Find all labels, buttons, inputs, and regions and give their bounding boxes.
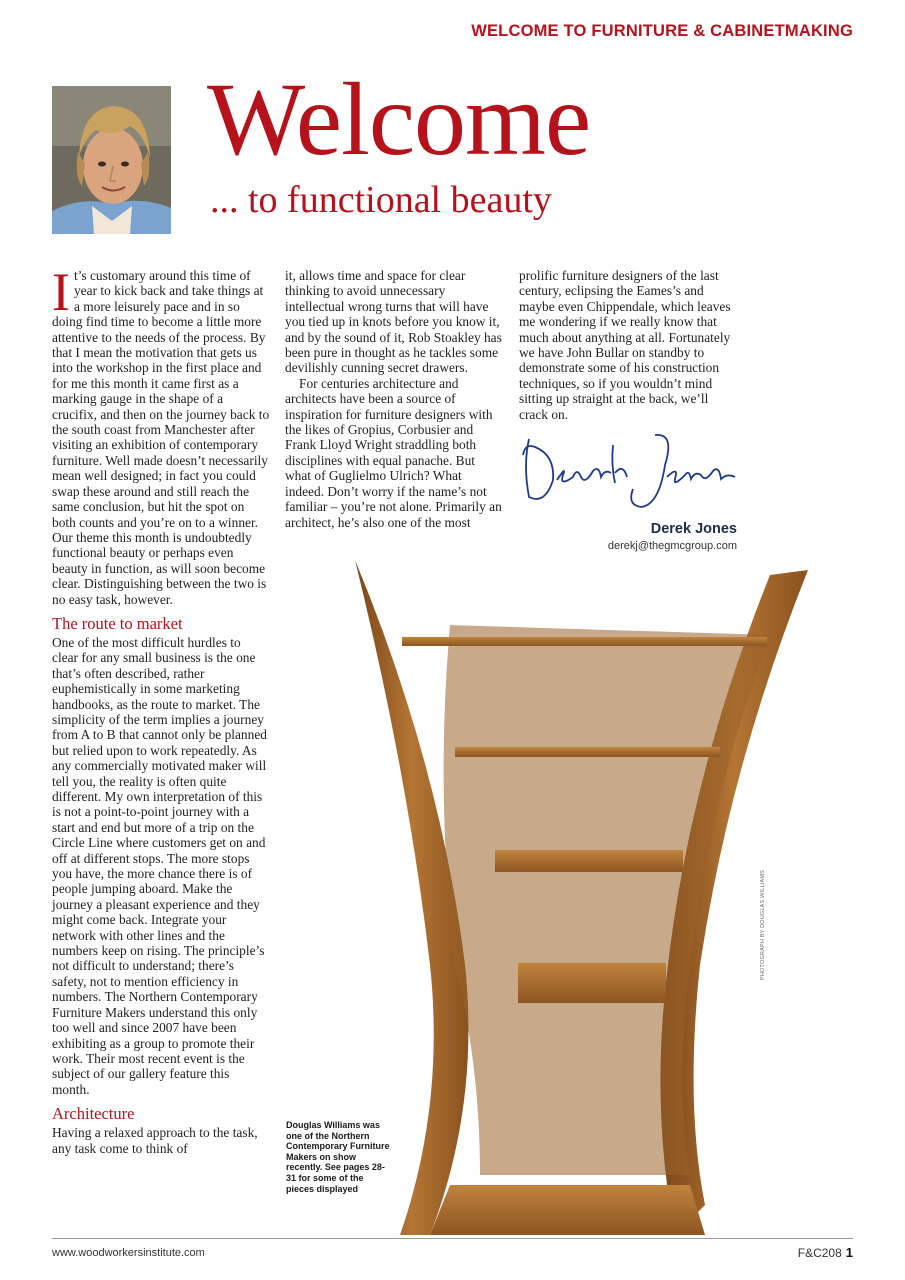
footer-page-info (798, 1245, 853, 1260)
photo-credit: PHOTOGRAPH BY DOUGLAS WILLIAMS (760, 869, 766, 980)
furniture-photo (330, 545, 810, 1245)
article-column-3 (519, 268, 737, 422)
footer-website[interactable]: www.woodworkersinstitute.com (52, 1247, 205, 1259)
subheading-route-to-market: The route to market (52, 613, 183, 633)
editor-name: Derek Jones (650, 521, 737, 537)
article-column-2 (285, 268, 503, 530)
photo-caption: Douglas Williams was one of the Northern Contemporary Furniture Makers on show recently. See pages 28-31 for some of the pieces displayed (286, 1120, 390, 1194)
paragraph: it, allows time and space for clear thinking to avoid unnecessary intellectual wrong turns that will have you tied up in knots before you know it, and by the sound of it, Rob Stoakley has been pure in thought as he tackles some devilishly cunning secret drawers. (285, 268, 502, 376)
subheading-architecture: Architecture (52, 1104, 135, 1124)
paragraph: For centuries architecture and architects have been a source of inspiration for furniture designers with the likes of Gropius, Corbusier and Frank Lloyd Wright straddling both disciplines with equal panache. But what of Guglielmo Ulrich? What indeed. Don’t worry if the name’s not familiar – you’re not alone. Primarily an architect, he’s also one of the most (285, 375, 502, 530)
handwritten-signature (515, 425, 740, 515)
page-number: 1 (845, 1245, 853, 1260)
headline-subtitle: ... to functional beauty (210, 179, 552, 221)
article-column-1 (52, 262, 270, 1156)
editor-portrait (52, 86, 171, 234)
editor-email[interactable]: derekj@thegmcgroup.com (607, 540, 737, 552)
footer-divider (52, 1238, 853, 1239)
intro-paragraph: t’s customary around this time of year to kick back and take things at a more leisurely pace and in so doing find time to become a little more attentive to the needs of the process. By that I mean the motivation that gets us into the workshop in the first place and for me this month it came first as a marking gauge in the shape of a crucifix, and then on the journey back to the south coast from Manchester after visiting an exhibition of contemporary furniture. Well made doesn’t necessarily mean well designed; in fact you could swap these around and still reach the same conclusion, but hit the spot on both counts and you’re on to a winner. Our theme this month is undoubtedly functional beauty or perhaps even beauty in function, as will soon become clear. Distinguishing between the two is no easy task, however. (52, 268, 270, 607)
issue-number: F&C208 (797, 1246, 842, 1260)
headline-title: Welcome (207, 62, 591, 177)
drop-cap: I (52, 262, 70, 322)
section-title: WELCOME TO FURNITURE & CABINETMAKING (471, 22, 853, 40)
paragraph-architecture: Having a relaxed approach to the task, any task come to think of (52, 1125, 258, 1156)
paragraph: prolific furniture designers of the last century, eclipsing the Eames’s and maybe even Chippendale, which leaves me wondering if we really know that much about anything at all. Fortunately we have John Bullar on standby to demonstrate some of his construction techniques, so if you wouldn’t mind sitting up straight at the back, we’ll crack on. (519, 268, 731, 422)
paragraph-route-to-market: One of the most difficult hurdles to clear for any small business is the one that’s often described, rather euphemistically in some marketing handbooks, as the route to market. The simplicity of the term implies a journey from A to B that cannot only be planned but relied upon to work repeatedly. As any commercially motivated maker will tell you, the reality is often quite different. My own interpretation of this is not a point-to-point journey with a start and end but more of a trip on the Circle Line where customers get on and off at different stops. The more stops you have, the more chance there is of people jumping aboard. Make the journey a pleasant experience and they might come back. Integrate your network with other lines and the numbers keep on rising. The principle’s not difficult to understand; there’s safety, not to mention efficiency in numbers. The Northern Contemporary Furniture Makers understand this only too well and since 2007 have been exhibiting as a group to promote their work. Their most recent event is the subject of our gallery feature this month. (52, 634, 267, 1097)
